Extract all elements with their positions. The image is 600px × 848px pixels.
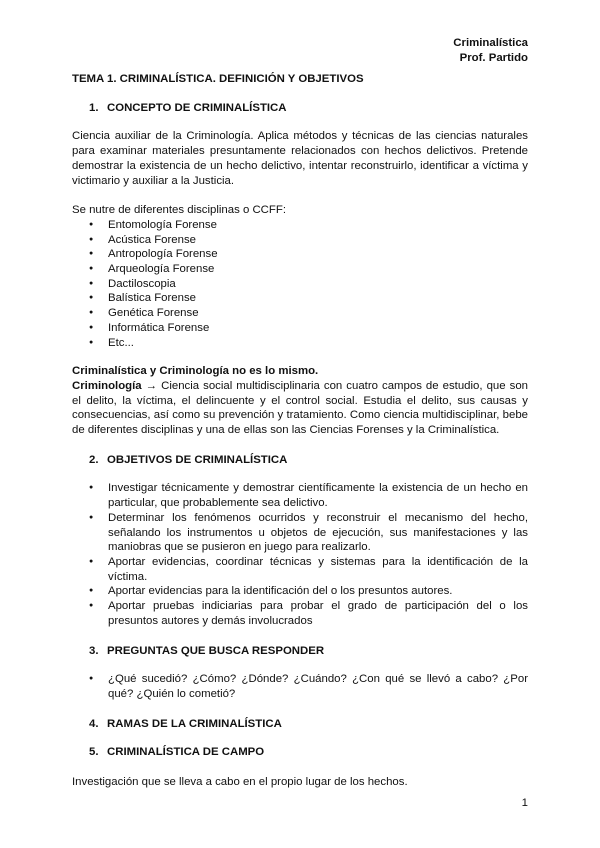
- disciplines-intro: Se nutre de diferentes disciplinas o CCFF:: [72, 204, 286, 217]
- page-number: 1: [521, 797, 528, 809]
- objetivo-item: ● Aportar pruebas indiciarias para probar el grado de participación del o los presuntos autores y demás involucrados: [72, 599, 528, 628]
- section-2-heading: [72, 453, 528, 468]
- pregunta-item: ● ¿Qué sucedió? ¿Cómo? ¿Dónde? ¿Cuándo? ¿Con qué se llevó a cabo? ¿Por qué? ¿Quién lo cometió?: [72, 672, 528, 701]
- section-2-title: OBJETIVOS DE CRIMINALÍSTICA: [107, 453, 288, 466]
- section-1-heading: [72, 101, 528, 116]
- discipline-item: ● Dactiloscopia: [72, 277, 528, 292]
- discipline-item: ● Entomología Forense: [72, 218, 528, 233]
- objetivo-item: ● Aportar evidencias para la identificación del o los presuntos autores.: [72, 584, 528, 599]
- section-1-title: CONCEPTO DE CRIMINALÍSTICA: [107, 101, 287, 114]
- section-3-title: PREGUNTAS QUE BUSCA RESPONDER: [107, 644, 325, 657]
- section-3-number: 3.: [89, 644, 99, 657]
- criminologia-paragraph: [72, 379, 528, 438]
- objetivos-list: [72, 481, 528, 628]
- preguntas-list: [72, 672, 528, 701]
- section-3-heading: [72, 644, 528, 659]
- section-4-title: RAMAS DE LA CRIMINALÍSTICA: [107, 717, 282, 730]
- objetivo-item: ● Determinar los fenómenos ocurridos y reconstruir el mecanismo del hecho, señalando los instrumentos u objetos de ejecución, sus manifestaciones y las maniobras que se pusieron en juego para realizarlo.: [72, 511, 528, 555]
- discipline-item: ● Arqueología Forense: [72, 262, 528, 277]
- objetivo-item: ● Investigar técnicamente y demostrar científicamente la existencia de un hecho en particular, que probablemente sea delictivo.: [72, 481, 528, 510]
- discipline-item: ● Antropología Forense: [72, 247, 528, 262]
- concepto-definition: Ciencia auxiliar de la Criminología. Aplica métodos y técnicas de las ciencias naturales para examinar materiales presuntamente relacionados con hechos delictivos. Pretende demostrar la existencia de un hecho delictivo, intentar reconstruirlo, identificar a víctima y victimario y auxiliar a la Justicia.: [72, 130, 528, 187]
- disciplines-list: [72, 218, 528, 350]
- document-body: [72, 72, 528, 790]
- discipline-item: ● Balística Forense: [72, 291, 528, 306]
- section-4-heading: [72, 717, 528, 732]
- header-professor: Prof. Partido: [459, 52, 528, 64]
- objetivo-item: ● Aportar evidencias, coordinar técnicas y sistemas para la identificación de la víctima.: [72, 555, 528, 584]
- page-header: [453, 36, 528, 66]
- section-2-number: 2.: [89, 453, 99, 466]
- discipline-item: ● Informática Forense: [72, 321, 528, 336]
- section-5-number: 5.: [89, 746, 99, 759]
- header-subject: Criminalística: [453, 37, 528, 49]
- criminologia-term: Criminología: [72, 379, 142, 392]
- discipline-item: ● Etc...: [72, 336, 528, 351]
- section-5-heading: [72, 745, 528, 760]
- discipline-item: ● Acústica Forense: [72, 233, 528, 248]
- note-title: Criminalística y Criminología no es lo mismo.: [72, 365, 319, 378]
- discipline-item: ● Genética Forense: [72, 306, 528, 321]
- section-4-number: 4.: [89, 717, 99, 730]
- document-title: TEMA 1. CRIMINALÍSTICA. DEFINICIÓN Y OBJETIVOS: [72, 73, 364, 85]
- criminologia-definition: → Ciencia social multidisciplinaria con cuatro campos de estudio, que son el delito, la víctima, el delincuente y el control social. Estudia el delito, sus causas y consecuencias, así como su prevención y tratamiento. Como ciencia multidisciplinar, bebe de diferentes disciplinas y una de ellas son las Ciencias Forenses y la Criminalística.: [72, 379, 528, 437]
- section-1-number: 1.: [89, 101, 99, 114]
- campo-text: Investigación que se lleva a cabo en el propio lugar de los hechos.: [72, 776, 408, 789]
- section-5-title: CRIMINALÍSTICA DE CAMPO: [107, 746, 265, 759]
